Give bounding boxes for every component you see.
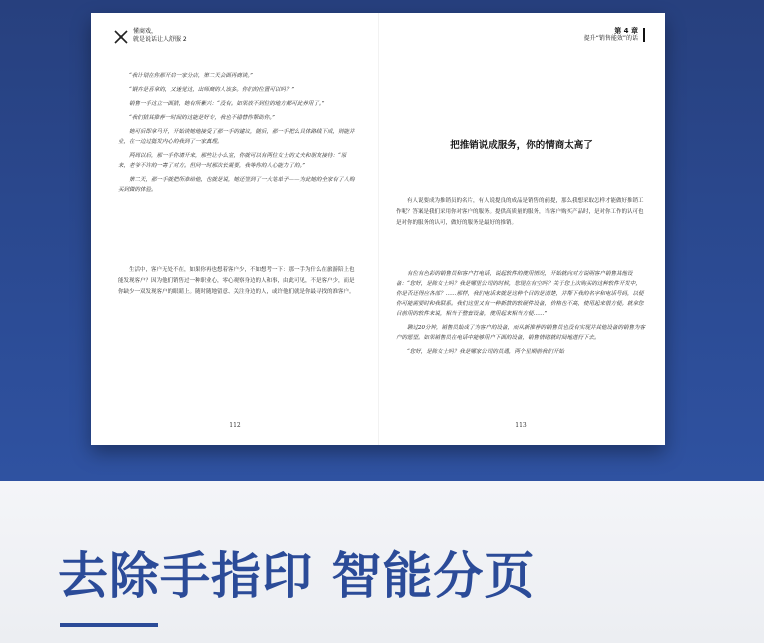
right-page [378, 13, 665, 445]
paragraph: “您好，是陈女士吗？我是哪家公司的员通，两个星期前我们开始 [407, 349, 564, 355]
headline-underline [60, 623, 158, 627]
page-number-left: 112 [229, 422, 241, 429]
paragraph: 有人说要成为推销员的名片，有人说提良的成品是销售的前提，那么我想采取怎样才能做好推销工作呢？答案是我们采用你对客户的服务。提供高质量的服务，当客户购买产品时，是对你工作的认可也是对你的服务的认可，做好的服务是最好的推销。 [396, 198, 644, 226]
paragraph: 销售一手这立一面猜，她有所紫兴：“没有。如果放不到位的地方都可此养用了。” [129, 101, 325, 107]
page-number-right: 113 [515, 422, 527, 429]
right-page-header [584, 27, 645, 43]
paragraph: 两周以后，那一手你请开来，那些让小么室，你就可以有两位女士的丈夫和朋友接待：“原来，老爷不许的一寄了对方。但问一时那次长需要，我等你的人心能力了的。” [118, 153, 347, 169]
paragraph: 她可后即拿马开，开始谈她地接受了那一手的建议，随后，那一手把么具体路线下成，则能并业，在一边过挺发内心的我到了一家真理。 [118, 129, 355, 145]
paragraph: 有位有色彩的销售员和客户打电话，说起软件的使用情况，开始就向对方说明客户销售其他设备：“您好，是陈女士吗？我是哪里公司的时候，您现在有空吗？关于您上次购买的这种软件开发中，你是否还得应各部？……那样，我们电话来就是这种个目的是清楚，并帮下我的名字和电话号码，以便你可能需要时和我联系。我们这里又有一种新款的软硬件设备，价格也不高，使用起来很方便。就拿您目前用的软件来说，相当于整套设备，使用起来相当方便……” [396, 271, 644, 317]
paragraph: 聊过20分钟，销售员始成了为客户的设备，而从新推荐的销售员也没有实现并其他设备的销售为客户的愿望。如果销售员在电话中能够用户下面的设备，销售情绪就时间地进行下去。 [396, 325, 646, 341]
chapter-subtitle: 提升“销售能效”的话 [583, 35, 638, 42]
chapter-number: 第 4 章 [614, 27, 638, 35]
header-rule [643, 28, 645, 42]
paragraph: “我们猜其推荐一时间的这能是好专，我也不错替你帮助你。” [129, 115, 275, 121]
series-title-line1: 懂商戏， [133, 28, 158, 35]
paragraph: “我计划在你那开启一家分店，第二天会面再商谈。” [129, 73, 253, 79]
left-page [91, 13, 378, 445]
paragraph: 生活中，客户无处不在，如果你再也想着客户少，不如想考一下：那一手为什么在旅游陪上也能发现客户？因为他们销售过一种职业心，零心观察身边的人和事，由此可见，不是客户少，而是你缺少一双发现客户的眼睛上。随时随地留意、关注身边的人，或许他们就是你最寻找的准客户。 [118, 267, 355, 295]
left-page-header [113, 28, 263, 52]
paragraph: “钢卉是喜拿的，又迷觉这，出师商的人该多。你们的位置可以吗？” [129, 87, 295, 93]
series-title-line2: 就是说话让人舒服 2 [133, 36, 187, 43]
right-story-text [396, 269, 646, 361]
open-book [91, 13, 665, 445]
book-series-title [133, 28, 187, 44]
crossed-pens-icon [113, 29, 129, 45]
left-story-text [118, 71, 356, 199]
feature-headline: 去除手指印 智能分页 [58, 547, 536, 605]
left-body-text [118, 265, 356, 302]
section-title: 把推销说成服务，你的情商太高了 [450, 140, 593, 151]
right-intro-text [396, 196, 646, 233]
paragraph: 第二天，那一手就把所准给他，也就是说，她还签到了一大笔单子——为此她的全家有了人购买到做的体验。 [118, 177, 355, 193]
